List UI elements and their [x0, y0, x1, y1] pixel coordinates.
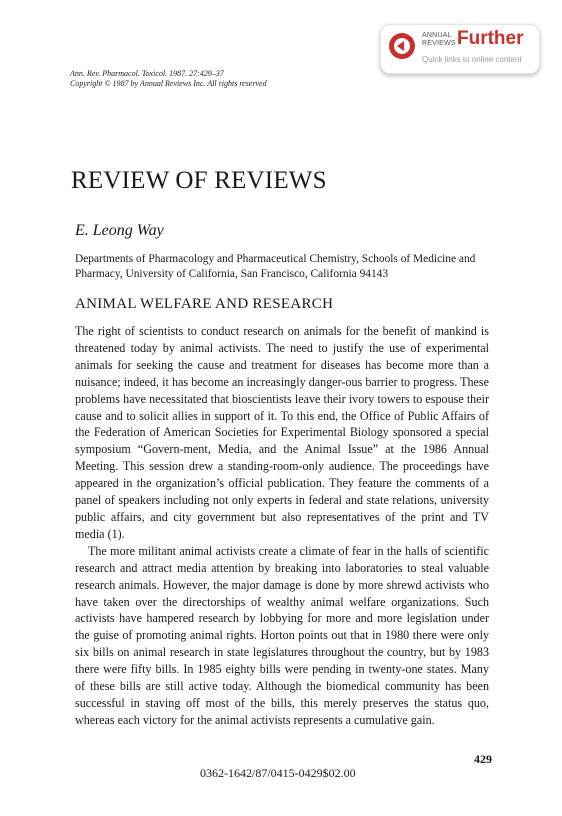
further-label: Further	[457, 28, 524, 49]
author-affiliation: Departments of Pharmacology and Pharmaceutical Chemistry, Schools of Medicine and Pharmacy, University of California, San Francisco, California 94143	[75, 253, 476, 280]
paragraph-1: The right of scientists to conduct research on animals for the benefit of mankind is threatened today by animal activists. The need to justify the use of experimental animals for seeking the cause and treatment for diseases has become more than a nuisance; indeed, it has become an increasingly danger-ous barrier to progress. These problems have necessitated that bioscientists leave their ivory towers to espouse their cause and to solicit allies in support of it. To this end, the Office of Public Affairs of the Federation of American Societies for Experimental Biology sponsored a special symposium “Govern-ment, Media, and the Animal Issue” at the 1986 Annual Meeting. This session drew a standing-room-only audience. The proceedings have appeared in the organization’s official publication. They feature the comments of a panel of speakers including not only experts in federal and state relations, university public affairs, and city government but also representatives of the print and TV media (1).	[75, 324, 489, 541]
author-name: E. Leong Way	[75, 222, 164, 239]
back-arrow-icon	[389, 33, 415, 59]
section-heading: ANIMAL WELFARE AND RESEARCH	[75, 296, 334, 312]
annual-reviews-logo-text	[422, 32, 456, 48]
body-text	[75, 323, 489, 729]
quick-links-text: Quick links to online content	[422, 55, 522, 64]
copyright-line: Copyright © 1987 by Annual Reviews Inc. All rights reserved	[70, 79, 267, 88]
article-title: REVIEW OF REVIEWS	[71, 167, 327, 194]
annual-label: ANNUAL	[422, 32, 452, 39]
page-number: 429	[474, 752, 492, 766]
journal-citation	[70, 69, 267, 89]
citation-line: Ann. Rev. Pharmacol. Toxicol. 1987. 27:429–37	[70, 69, 224, 78]
article-code: 0362-1642/87/0415-0429$02.00	[200, 766, 356, 780]
paragraph-2: The more militant animal activists create a climate of fear in the halls of scientific research and attract media attention by breaking into laboratories to steal valuable research animals. However, the major damage is done by more shrewd activists who have taken over the directorships of wealthy animal welfare organizations. Such activists have hampered research by lobbying for more and more legislation under the guise of promoting animal rights. Horton points out that in 1980 there were only six bills on animal research in state legislatures throughout the country, but by 1983 there were fifty bills. In 1985 eighty bills were pending in twenty-one states. Many of these bills are still active today. Although the biomedical community has been successful in staving off most of the bills, this merely preserves the status quo, whereas each victory for the animal activists represents a cumulative gain.	[75, 543, 489, 727]
annual-reviews-further-banner[interactable]	[380, 24, 540, 74]
reviews-label: REVIEWS	[422, 40, 456, 47]
